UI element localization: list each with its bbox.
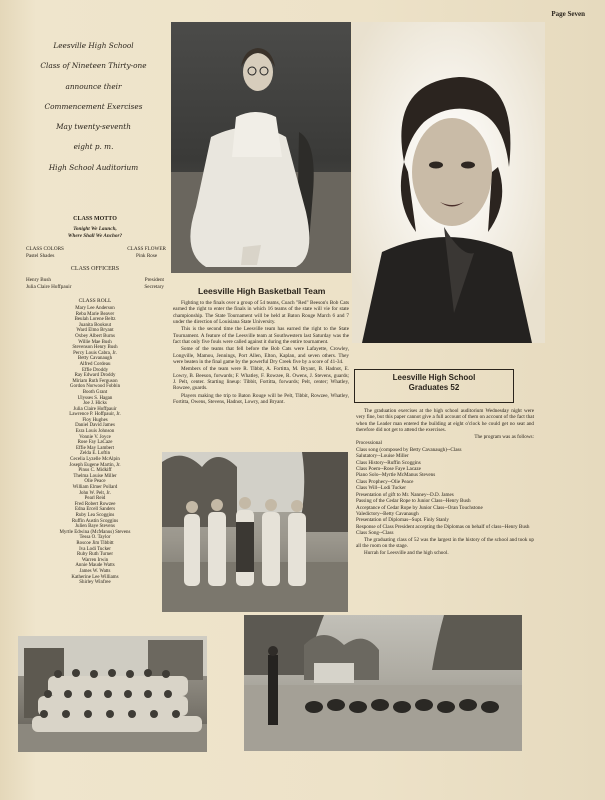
officer-row — [26, 284, 164, 291]
class-roll-name: Alfred Cordeau — [79, 361, 111, 367]
program-item: Processional — [356, 440, 382, 447]
class-flower — [127, 246, 166, 259]
invitation-line: High School Auditorium — [48, 162, 139, 172]
class-roll-name: Ulysses S. Hagan — [77, 395, 113, 401]
class-roll-name: Pinus C. Midkiff — [78, 468, 112, 474]
program-item: Acceptance of Cedar Rope by Junior Class--Oran Touchstone — [356, 504, 483, 511]
officer-name: Julia Claire Hoffpauir — [26, 284, 72, 291]
motto-text — [20, 226, 170, 240]
invitation-line: eight p. m. — [73, 142, 114, 152]
graduates-heading-1: Leesville High School — [392, 373, 476, 382]
football-team-photo — [244, 615, 522, 751]
officer-title: Secretary — [144, 284, 164, 291]
class-roll-name: Annie Maude Watts — [75, 563, 115, 569]
class-roll-name: Juanita Bookout — [78, 322, 112, 328]
officer-name: Henry Bush — [26, 277, 51, 283]
class-roll-name: Roscoe Jim Tibbitt — [76, 540, 114, 546]
class-roll-name: Ruby Ruth Turner — [77, 552, 113, 558]
class-roll-name: Iva Lodi Tucker — [79, 546, 111, 552]
class-roll-name: Cecelia Lyzelle McAlpin — [70, 457, 120, 463]
motto-line-2: Where Shall We Anchor? — [67, 232, 123, 239]
class-roll-name: Beulah Lorene Beltz — [74, 317, 116, 323]
class-roll-name: Rose Fay LaCaze — [77, 440, 113, 446]
officers-heading: CLASS OFFICERS — [70, 266, 120, 272]
class-roll-name: Ray Edward Droddy — [74, 373, 116, 379]
program-intro: The program was as follows: — [474, 433, 534, 440]
class-roll-name: Mary Lee Anderson — [75, 306, 115, 311]
program-item: Class Song--Class — [356, 530, 394, 537]
page-number: Page Seven — [551, 10, 585, 18]
class-roll-name: Booth Grant — [82, 389, 108, 395]
class-roll-name: Betty Cavanaugh — [77, 356, 113, 362]
class-roll-name: Willie Mae Bush — [78, 339, 112, 345]
class-roll-name: Reba Marie Beaver — [75, 311, 115, 317]
class-colors — [26, 246, 64, 259]
class-roll-name: Edna Ercell Sanders — [74, 507, 116, 513]
class-group-photo — [18, 636, 207, 752]
class-roll-list — [20, 306, 170, 586]
class-roll-name: Julien Baye Stevens — [75, 524, 115, 530]
commencement-invitation — [26, 40, 161, 182]
basketball-paragraph: Some of the teams that fell before the Bob Cats were Lafayette, Crowley, Longville, Mamou, Jennings, Port Allen, Elton, Kaplan, and seven others. They were beaten in the final game by the powerful Dry Creek five by a score of 41-34. — [173, 346, 349, 366]
graduates-heading-2: Graduates 52 — [408, 383, 460, 393]
program-item: Salutatory--Louise Miller — [356, 453, 409, 460]
class-roll-name: Percy Louis Cabra, Jr. — [73, 350, 117, 356]
portrait-photo — [352, 22, 545, 343]
basketball-paragraph: Members of the team were R. Tibbit, A. Fortitta, M. Bryant, B. Hadnot, E. Lowry, B. Beeson, forwards; F. Whatley, F. Rowzee, R. Owens, J. Stevens, guards; J. Pelt, center. Starting lineup: Tibbit, Fortitta, forwards; Pelt, center; Whatley, Rowzee, guards. — [173, 366, 349, 392]
basketball-paragraph: Fighting to the finals over a group of 54 teams, Coach "Red" Beeson's Bob Cats earned the right to enter the finals in which 16 teams of the state will vie for state championship. The State Tournament will be held at Baton Rouge March 6 and 7 under the direction of Louisiana State University. — [173, 300, 349, 326]
class-roll-name: Ruby Lea Scoggins — [75, 512, 115, 518]
class-roll-name: Katherine Lee Williams — [71, 574, 119, 580]
motto-heading: CLASS MOTTO — [73, 216, 117, 222]
class-roll-name: Esra Louis Johnson — [75, 429, 115, 435]
invitation-line: Class of Nineteen Thirty-one — [40, 61, 147, 71]
officer-title: President — [144, 277, 164, 283]
program-item: Valedictory--Betty Cavanaugh — [356, 511, 419, 517]
program-item: Class Poem--Rose Faye Lacaze — [356, 465, 421, 472]
class-roll-name: Effie May Lambert — [75, 445, 115, 451]
class-roll-name: Warren Irwin — [81, 557, 109, 563]
seated-girl-photo — [171, 22, 351, 273]
basketball-paragraph: Players making the trip to Baton Rouge will be Pelt, Tibbit, Rowzee, Whatley, Fortitta, Owens, Stevens, Hadnot, Lowry, and Bryant. — [173, 392, 349, 406]
motto-line-1: Tonight We Launch, — [73, 226, 117, 232]
class-roll-name: Zelda E. Loftin — [79, 451, 111, 457]
program-item: Class History--Ruffin Scoggins — [356, 459, 421, 466]
class-roll-name: Pearl Reid — [84, 496, 106, 502]
program-item: Passing of the Cedar Rope to Junior Class--Henry Bush — [356, 498, 471, 505]
class-roll-name: Thelma Louise Miller — [73, 473, 117, 479]
program-item: Response of Class President accepting the Diplomas on behalf of class--Henry Bush — [356, 523, 530, 530]
class-roll-name: Floy Hughes — [82, 417, 108, 423]
basketball-article — [173, 300, 349, 407]
class-roll-name: Myrtle Edwina (McManus) Stevens — [59, 529, 131, 535]
class-roll-name: James W. Watts — [79, 568, 111, 574]
class-roll-name: Julia Claire Hoffpauir — [73, 406, 117, 412]
class-roll-name: Lawrence P. Hoffpauir, Jr. — [69, 412, 121, 418]
class-roll-name: Miriam Ruth Ferguson — [72, 378, 118, 384]
program-item: Piano Solo--Myrtle McManus Stevens — [356, 472, 436, 479]
class-flower-label: CLASS FLOWER — [127, 246, 166, 252]
program-item: Class Prophecy--Olie Peace — [356, 478, 414, 485]
invitation-line: announce their — [65, 81, 122, 91]
class-colors-label: CLASS COLORS — [26, 246, 64, 252]
graduation-intro: The graduation exercises at the high school auditorium Wednesday night were very fine, but this paper cannot give a full account of them on account of the fact that when the Leader man entered the building at eight o'clock he could get no seat and therefore did not get to attend the exercises. — [356, 408, 534, 434]
officers-list — [26, 277, 164, 292]
class-roll-name: Tessa O. Taylor — [79, 535, 111, 541]
graduation-hurrah: Hurrah for Leesville and the high school. — [364, 549, 449, 556]
graduates-heading-box — [354, 369, 514, 403]
class-roll-name: Stevenson Henry Bush — [72, 345, 118, 351]
graduation-article — [356, 408, 534, 556]
class-roll-name: Joe J. Hicks — [83, 401, 107, 407]
class-roll-name: Ward Elmo Bryant — [76, 328, 114, 334]
class-flower-value: Pink Rose — [136, 252, 158, 259]
invitation-line: Commencement Exercises — [44, 101, 143, 111]
class-roll-heading: CLASS ROLL — [78, 298, 112, 304]
class-colors-value: Pastel Shades — [26, 252, 55, 259]
class-roll-name: John W. Pelt, Jr. — [79, 490, 111, 496]
group-photo-women — [162, 452, 348, 612]
basketball-heading: Leesville High Basketball Team — [198, 286, 326, 296]
program-list — [356, 440, 534, 537]
class-roll-name: Gordon Norwood Fobbin — [69, 384, 121, 390]
class-roll-name: Joseph Eugene Martin, Jr. — [69, 462, 121, 468]
invitation-line: Leesville High School — [53, 41, 134, 50]
class-roll-name: Effie Droddy — [81, 367, 109, 373]
invitation-line: May twenty-seventh — [56, 122, 131, 132]
class-roll-name: Vonnie V. Joyce — [79, 434, 111, 440]
class-roll-name: Daniel David James — [75, 423, 115, 429]
class-roll-name: Olie Peace — [84, 479, 106, 485]
program-item: Presentation of gift to Mr. Nanney--D.D. James — [356, 491, 454, 498]
class-roll-name: Shirley Winfree — [79, 580, 111, 586]
graduation-closing: The graduating class of 52 was the largest in the history of the school and took up all the room on the stage. — [356, 536, 534, 550]
class-roll-name: Oxbey Albert Burns — [75, 333, 115, 339]
basketball-paragraph: This is the second time the Leesville team has earned the right to the State Tournament. A feature of the Leesville team at Southwestern last Saturday was the fact that only five fouls were called against it during the entire tournament. — [173, 326, 349, 346]
program-item: Class song (composed by Betty Cavanaugh)--Class — [356, 446, 462, 453]
class-roll-name: William Elmer Pollard — [72, 485, 118, 490]
program-item: Class Will--Lodi Tucker — [356, 485, 406, 492]
class-roll-name: Ruffin Austin Scoggins — [71, 518, 119, 524]
program-item: Presentation of Diplomas--Supt. Finly Stanly — [356, 517, 449, 524]
class-roll-name: Fred Robert Rowzee — [74, 501, 116, 507]
